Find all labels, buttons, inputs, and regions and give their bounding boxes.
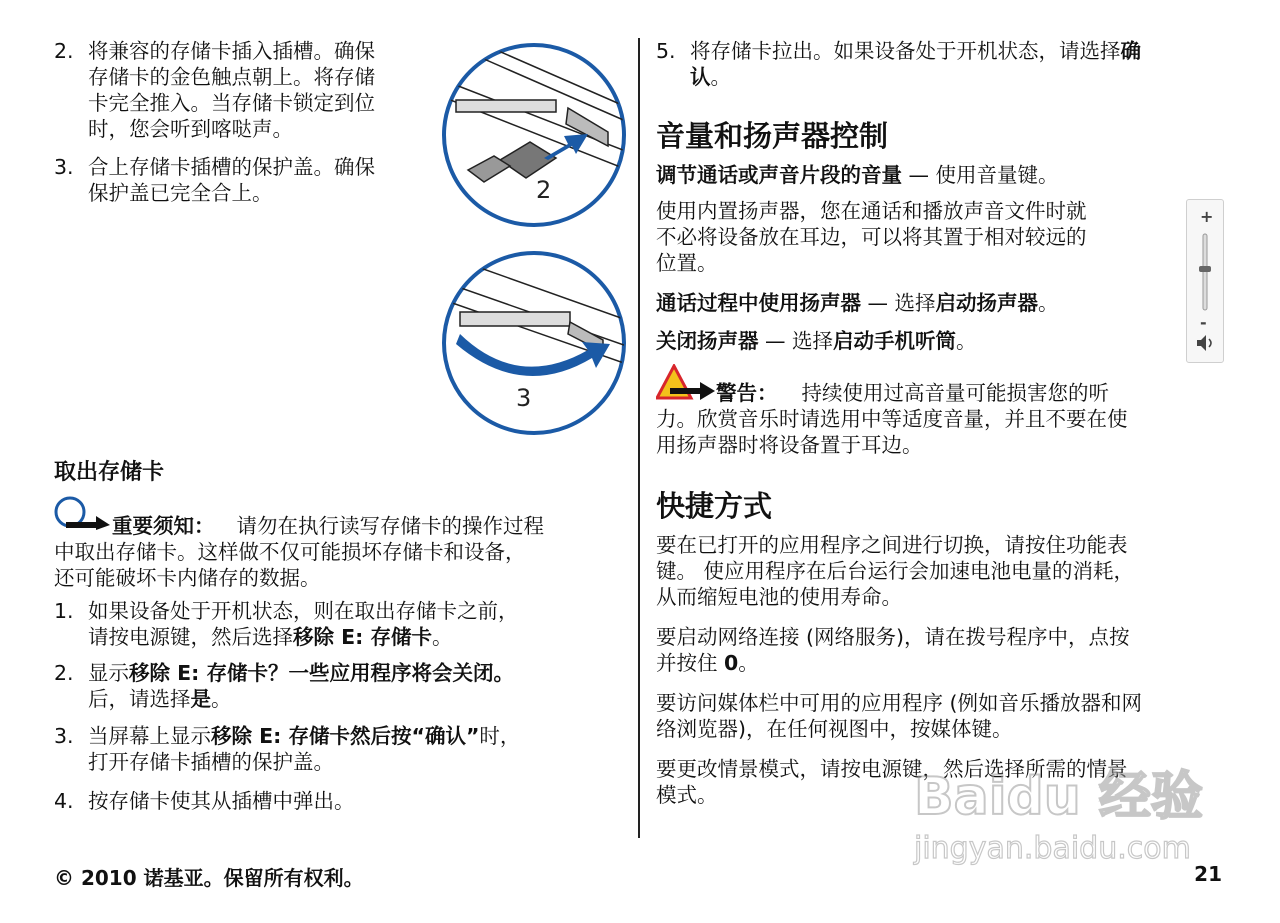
volume-slider-icon <box>1187 200 1223 362</box>
step-text <box>88 598 628 650</box>
section-heading: 快捷方式 <box>656 489 773 523</box>
text-line: 要更改情景模式，请按电源键，然后选择所需的情景 <box>656 757 1128 781</box>
watermark-brand: Baidu 经验 <box>914 767 1203 827</box>
step-number: 4. <box>54 789 74 813</box>
text-span: 后，请选择 <box>88 687 191 711</box>
ui-term: 启动手机听筒 <box>833 329 957 353</box>
ui-term: 调节通话或声音片段的音量 <box>656 163 902 187</box>
text-line: 键。 使应用程序在后台运行会加速电池电量的消耗， <box>656 559 1135 583</box>
text-span: 。 <box>738 651 759 675</box>
text-line <box>88 624 628 650</box>
text-line: 如果设备处于开机状态，则在取出存储卡之前， <box>88 599 519 623</box>
close-cover-illustration <box>438 250 638 436</box>
ui-term: 移除 E: 存储卡 <box>293 625 432 649</box>
text-line <box>88 723 628 749</box>
text-line <box>690 38 1230 64</box>
step-text <box>88 154 375 206</box>
baidu-watermark-logo <box>908 752 1208 872</box>
section-heading: 取出存储卡 <box>54 460 165 485</box>
speaker-paragraph <box>656 198 1176 276</box>
text-span: 请勿在执行读写存储卡的操作过程 <box>236 514 544 538</box>
text-span: 持续使用过高音量可能损害您的听 <box>801 381 1109 405</box>
text-span: 。 <box>1038 291 1059 315</box>
step-number: 5. <box>656 39 676 63</box>
warning-body <box>656 406 1226 458</box>
shortcut-paragraph <box>656 624 1226 676</box>
text-line: 保护盖已完全合上。 <box>88 181 273 205</box>
text-span: 请按电源键，然后选择 <box>88 625 293 649</box>
text-span: 并按住 <box>656 651 725 675</box>
ui-term: 启动扬声器 <box>935 291 1039 315</box>
column-divider <box>638 38 640 838</box>
section-heading: 音量和扬声器控制 <box>656 119 889 153</box>
text-span: 。 <box>211 687 232 711</box>
step-text <box>690 38 1230 90</box>
ui-term: 认 <box>690 65 711 89</box>
ui-term: 移除 E: 存储卡然后按“确认” <box>211 724 480 748</box>
warning-first-line <box>716 380 1236 406</box>
important-first-line <box>112 513 632 539</box>
insert-card-illustration <box>438 42 638 228</box>
page-number: 21 <box>1194 862 1222 886</box>
text-line <box>88 660 628 686</box>
text-span: 。 <box>710 65 731 89</box>
important-body <box>54 539 624 591</box>
text-line: 打开存储卡插槽的保护盖。 <box>88 750 334 774</box>
svg-text:-: - <box>1200 313 1207 332</box>
close-speaker-line <box>656 328 1176 354</box>
shortcut-paragraph <box>656 532 1226 610</box>
watermark-url: jingyan.baidu.com <box>914 831 1191 866</box>
text-span: 将存储卡拉出。如果设备处于开机状态，请选择 <box>690 39 1121 63</box>
text-line <box>656 650 1226 676</box>
step-text <box>88 660 628 712</box>
text-line: 中取出存储卡。这样做不仅可能损坏存储卡和设备， <box>54 540 526 564</box>
warning-label: 警告： <box>716 381 778 405</box>
text-line: 要启动网络连接 (网络服务)，请在拨号程序中，点按 <box>656 625 1130 649</box>
text-span: — 使用音量键。 <box>902 163 1059 187</box>
shortcut-paragraph <box>656 690 1226 742</box>
text-span: 当屏幕上显示 <box>88 724 211 748</box>
figure-label: 2 <box>536 176 552 204</box>
step-number: 1. <box>54 599 74 623</box>
text-line: 存储卡的金色触点朝上。将存储 <box>88 65 375 89</box>
volume-control-graphic <box>1186 199 1224 363</box>
text-line <box>88 686 628 712</box>
ui-term: 关闭扬声器 <box>656 329 759 353</box>
step-text <box>88 723 628 775</box>
text-line: 位置。 <box>656 251 718 275</box>
svg-text:+: + <box>1200 207 1214 226</box>
step-number: 2. <box>54 661 74 685</box>
text-line: 不必将设备放在耳边，可以将其置于相对较远的 <box>656 225 1087 249</box>
text-line: 模式。 <box>656 783 718 807</box>
text-line: 力。欣赏音乐时请选用中等适度音量，并且不要在使 <box>656 407 1128 431</box>
ui-term: 确 <box>1120 39 1141 63</box>
text-span: 时， <box>479 724 521 748</box>
text-line <box>690 64 1230 90</box>
text-span: — 选择 <box>758 329 834 353</box>
text-span: 。 <box>956 329 977 353</box>
text-line: 合上存储卡插槽的保护盖。确保 <box>88 155 375 179</box>
text-line: 将兼容的存储卡插入插槽。确保 <box>88 39 375 63</box>
important-icon <box>54 496 110 530</box>
text-line: 要访问媒体栏中可用的应用程序 (例如音乐播放器和网 <box>656 691 1143 715</box>
step-text: 按存储卡使其从插槽中弹出。 <box>88 789 355 813</box>
figure-label: 3 <box>516 384 532 412</box>
text-line: 要在已打开的应用程序之间进行切换，请按住功能表 <box>656 533 1128 557</box>
volume-line <box>656 162 1226 188</box>
text-line: 使用内置扬声器，您在通话和播放声音文件时就 <box>656 199 1087 223</box>
step-number: 3. <box>54 155 74 179</box>
step-text <box>88 38 375 142</box>
key-name: 0 <box>724 651 739 675</box>
warning-icon <box>656 364 716 402</box>
call-speaker-line <box>656 290 1176 316</box>
ui-term: 通话过程中使用扬声器 <box>656 291 861 315</box>
step-number: 2. <box>54 39 74 63</box>
text-line: 时，您会听到喀哒声。 <box>88 117 293 141</box>
ui-term: 是 <box>190 687 211 711</box>
ui-term: 移除 E: 存储卡？一些应用程序将会关闭。 <box>129 661 514 685</box>
important-label: 重要须知： <box>112 514 215 538</box>
text-line: 卡完全推入。当存储卡锁定到位 <box>88 91 375 115</box>
text-span: 显示 <box>88 661 129 685</box>
text-line: 络浏览器)，在任何视图中，按媒体键。 <box>656 717 1013 741</box>
text-line: 从而缩短电池的使用寿命。 <box>656 585 902 609</box>
text-line: 用扬声器时将设备置于耳边。 <box>656 433 923 457</box>
text-span: 。 <box>431 625 453 649</box>
text-line: 还可能破坏卡内储存的数据。 <box>54 566 321 590</box>
text-span: — 选择 <box>861 291 936 315</box>
step-number: 3. <box>54 724 74 748</box>
copyright: © 2010 诺基亚。保留所有权利。 <box>54 866 364 890</box>
